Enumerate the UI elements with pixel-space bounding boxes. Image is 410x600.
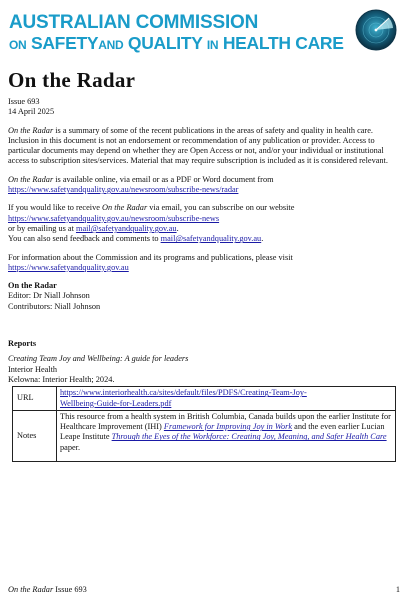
notes-cell: This resource from a health system in British Columbia, Canada builds upon the earlier Institute for Healthcare Improvement (IHI) Framework for Improving Joy in Work and the even earlier Lucian Leape Institute Through the Eyes of the Workforce: Creating Joy, Meaning, and Safer Health Care paper. — [57, 410, 396, 461]
reports-heading: Reports — [8, 339, 37, 349]
subscribe-email-link[interactable]: mail@safetyandquality.gov.au — [75, 223, 177, 233]
credits-heading: On the Radar — [8, 281, 57, 291]
org-name-line2: ON SAFETYAND QUALITY IN HEALTH CARE — [9, 33, 344, 53]
commission-masthead — [9, 12, 349, 55]
footer-issue: Issue 693 — [53, 585, 87, 594]
table-row — [13, 410, 396, 461]
editor-line: Editor: Dr Niall Johnson — [8, 291, 90, 301]
radar-page-link[interactable]: https://www.safetyandquality.gov.au/newsroom/subscribe-news/radar — [8, 185, 239, 195]
document-title: On the Radar — [8, 68, 136, 92]
joy-framework-link[interactable]: Framework for Improving Joy in Work — [163, 422, 293, 432]
org-name-line1: AUSTRALIAN COMMISSION — [9, 12, 259, 33]
availability-paragraph: On the Radar is available online, via email or as a PDF or Word document from — [8, 174, 274, 184]
issue-date: 14 April 2025 — [8, 107, 55, 117]
page-footer — [8, 585, 402, 595]
main-content: On the Radar Issue 693 14 April 2025 On the Radar is a summary of some of the recent publications in the areas of safety and quality in health care. Inclusion in this document is not an endorsement or recommendation of any publication or provider. Access to particular documents may depend on whether they are Open Access or not, and/or your individual or institutional access to subscription sites/services. Material that may require subscription is included as it is considered relevant. On the Radar is available online, via email or as a PDF or Word document from https://www.safetyandquality.gov.au/newsroom/subscribe-news/radar If you would like to receive On the Radar via email, you can subscribe on our website https://www.safetyandquality.gov.au/newsroom/subscribe-news or by emailing us at mail@safetyandquality.gov.au. You can also send feedback and comments to mail@safetyandquality.gov.au. For information about the Commission and its programs and publications, please visit https://www.safetyandquality.gov.au On the Radar Editor: Dr Niall Johnson Contributors: Niall Johnson Reports Creating Team Joy and Wellbeing: A guide for leaders Interior Health Kelowna: Interior Health; 2024. URL https://www.interiorhealth.ca/sites/default/files/PDFS/Creating-Team-Joy- Wellbeing-Guide-for-Leaders.pdf Notes This resource from a health system in British Columbia, Canada builds upon the earlier Institute for Healthcare Improvement (IHI) Framework for Improving Joy in Work and the even earlier Lucian Leape Institute Through the Eyes of the Workforce: Creating Joy, Meaning, and Safer Health Care paper. — [8, 69, 400, 462]
radar-icon — [355, 9, 397, 51]
report-organisation: Interior Health — [8, 364, 58, 374]
notes-label: Notes — [13, 410, 57, 461]
subscribe-paragraph: If you would like to receive On the Radar via email, you can subscribe on our website — [8, 203, 295, 213]
info-paragraph: For information about the Commission and its programs and publications, please visit — [8, 252, 293, 262]
issue-number: Issue 693 — [8, 97, 40, 106]
page-number: 1 — [395, 585, 400, 594]
report-publication: Kelowna: Interior Health; 2024. — [8, 374, 115, 384]
footer-title: On the Radar — [8, 585, 54, 594]
feedback-email-link[interactable]: mail@safetyandquality.gov.au — [160, 234, 262, 244]
url-cell — [57, 387, 396, 411]
report-details-table — [12, 386, 396, 462]
url-label: URL — [13, 387, 57, 411]
report-title: Creating Team Joy and Wellbeing: A guide for leaders — [8, 354, 189, 364]
contributors-line: Contributors: Niall Johnson — [8, 301, 101, 311]
table-row — [13, 387, 396, 411]
workforce-paper-link[interactable]: Through the Eyes of the Workforce: Creating Joy, Meaning, and Safer Health Care — [111, 432, 387, 442]
intro-paragraph: On the Radar is a summary of some of the recent publications in the areas of safety and quality in health care. Inclusion in this document is not an endorsement or recommendation of any publication or provider. Access to particular documents may depend on whether they are Open Access or not, and/or your individual or institutional access to subscription sites/services. Material that may require subscription is included as it is considered relevant. — [8, 125, 388, 166]
commission-website-link[interactable]: https://www.safetyandquality.gov.au — [8, 262, 129, 272]
subscribe-news-link[interactable]: https://www.safetyandquality.gov.au/newsroom/subscribe-news — [8, 213, 220, 223]
report-url-link[interactable]: https://www.interiorhealth.ca/sites/default/files/PDFS/Creating-Team-Joy- Wellbeing-Guide-for-Leaders.pdf — [60, 388, 307, 408]
